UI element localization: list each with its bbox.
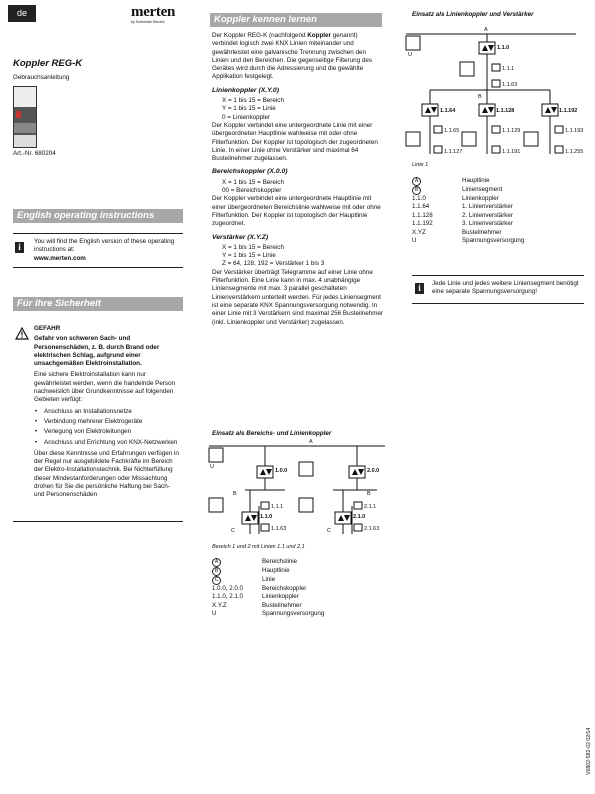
label-u: U bbox=[408, 52, 412, 58]
node-label: 1.1.63 bbox=[502, 82, 518, 88]
language-tag: de bbox=[8, 5, 36, 22]
english-note-text: You will find the English version of these operating instructions at: bbox=[34, 238, 175, 254]
segment-note bbox=[412, 275, 584, 304]
bereich-line: 00 = Bereichskoppler bbox=[222, 187, 282, 195]
safety-text bbox=[34, 325, 182, 503]
node-label: 1.1.65 bbox=[444, 128, 460, 134]
linien-line: Y = 1 bis 15 = Linie bbox=[222, 105, 276, 113]
coupler-label: 1.1.0 bbox=[497, 45, 510, 51]
brand-logo bbox=[131, 5, 191, 25]
safety-outro: Über diese Kenntnisse und Erfahrungen verfügen in der Regel nur ausgebildete Fachkräfte im Bereich der Elektro-Installationstechnik. Bei Nichterfüllung dieser Mindestanforderungen oder Missachtung drohen für Sie die persönliche Haftung bei Sach- und Personenschäden bbox=[34, 449, 179, 499]
node-label: 1.1.63 bbox=[271, 526, 287, 532]
legend-row: 1.0.0, 2.0.0 Bereichskoppler bbox=[212, 585, 307, 592]
safety-bullet: • Anschluss und Errichtung von KNX-Netzwerken bbox=[34, 439, 182, 447]
warning-icon bbox=[15, 327, 29, 340]
legend-row: 1.1.0, 2.1.0 Linienkoppler bbox=[212, 593, 299, 601]
segment-note-text: Jede Linie und jedes weitere Liniensegment benötigt eine separate Spannungsversorgung! bbox=[432, 280, 579, 296]
safety-bullet: • Verbindung mehrerer Elektrogeräte bbox=[34, 418, 182, 426]
legend-row: 1.1.128 2. Linienverstärker bbox=[412, 211, 513, 219]
node-label: 2.1.63 bbox=[364, 526, 380, 532]
english-note bbox=[13, 233, 183, 268]
product-subtitle: Gebrauchsanleitung bbox=[13, 74, 70, 81]
legend-row: B Liniensegment bbox=[412, 186, 584, 195]
diagram1-legend bbox=[212, 558, 384, 619]
node-label: 1.1.191 bbox=[502, 149, 521, 155]
coupler-label: 2.0.0 bbox=[367, 468, 380, 474]
label-a: A bbox=[309, 439, 313, 445]
node-label: 1.1.1 bbox=[271, 504, 284, 510]
node-label: 2.1.1 bbox=[364, 504, 377, 510]
label-u: U bbox=[210, 464, 214, 470]
bereich-title: Bereichskoppler (X.0.0) bbox=[212, 168, 288, 176]
node-label: 1.1.255 bbox=[565, 149, 584, 155]
node-label: 1.1.193 bbox=[565, 128, 584, 134]
legend-row: C Linie bbox=[212, 576, 384, 585]
safety-header: Für Ihre Sicherheit bbox=[13, 297, 183, 311]
device-image bbox=[13, 86, 37, 148]
label-c: C bbox=[231, 528, 235, 534]
koppler-intro: Der Koppler REG-K (nachfolgend Koppler genannt) verbindet logisch zwei KNX Linien miteinander und gewährleistet eine galvanische Trennung zwischen den Linien und den Bereichen. Die gegenseitige Filterung des Gerätes wird durch die Adressierung und die gewählte Applikation festgelegt. bbox=[212, 32, 372, 81]
brand-name: merten bbox=[131, 4, 176, 20]
koppler-header: Koppler kennen lernen bbox=[210, 13, 382, 27]
linien-title: Linienkoppler (X.Y.0) bbox=[212, 86, 279, 94]
legend-row: A Hauptlinie bbox=[412, 177, 584, 186]
amplifier-label: 1.1.128 bbox=[496, 108, 515, 114]
verstaerker-title: Verstärker (X.Y.Z) bbox=[212, 233, 269, 241]
bereich-text: Der Koppler verbindet eine untergeordnete Hauptlinie mit einer übergeordneten Bereichslinie wahlweise mit oder ohne Filterfunktion. Der Koppler ist topologisch der Hauptlinie zugeordnet. bbox=[212, 195, 381, 228]
document-code: V6802-582-02 02/14 bbox=[586, 727, 592, 775]
safety-bullet: • Anschluss an Installationsnetze bbox=[34, 408, 182, 416]
diagram2-legend bbox=[412, 177, 584, 245]
coupler-label: 1.1.0 bbox=[260, 514, 273, 520]
divider bbox=[13, 521, 183, 522]
node-label: 1.1.129 bbox=[502, 128, 521, 134]
koppler-text bbox=[212, 32, 384, 330]
safety-bullet: • Verlegung von Elektroleitungen bbox=[34, 428, 182, 436]
node-label: 1.1.1 bbox=[502, 66, 515, 72]
node-label: 1.1.127 bbox=[444, 149, 463, 155]
linien-line: 0 = Linienkoppler bbox=[222, 113, 271, 121]
diagram1-caption: Bereich 1 und 2 mit Linien 1.1 und 2.1 bbox=[212, 544, 305, 550]
amplifier-label: 1.1.192 bbox=[559, 108, 578, 114]
legend-row: X.YZ Busteilnehmer bbox=[412, 228, 502, 236]
legend-row: B Hauptlinie bbox=[212, 567, 384, 576]
bereich-line: X = 1 bis 15 = Bereich bbox=[222, 178, 284, 186]
label-a: A bbox=[484, 27, 488, 33]
legend-row: 1.1.192 3. Linienverstärker bbox=[412, 220, 513, 228]
legend-row: 1.1.0 Linienkoppler bbox=[412, 195, 499, 202]
verstaerker-line: Z = 64, 128, 192 = Verstärker 1 bis 3 bbox=[222, 260, 325, 268]
legend-row: U Spannungsversorgung bbox=[212, 610, 325, 618]
verstaerker-text: Der Verstärker überträgt Telegramme auf einer Linie ohne Filterfunktion. Eine Linie kann in max. 4 unabhängige Liniensegmente mit max. 3 parallel geschalteten Linienverstärkern unterteilt werden. Für jedes Liniensegment ist eine separate KNX Spannungsversorgung notwendig. In einer Linie mit 3 Verstärkern sind maximal 256 Busteilnehmer (inkl. Linienkoppler und Verstärker) zugelassen. bbox=[212, 268, 384, 326]
english-url[interactable]: www.merten.com bbox=[34, 254, 86, 262]
label-b: B bbox=[478, 94, 482, 100]
amplifier-label: 1.1.64 bbox=[440, 108, 456, 114]
danger-text: Gefahr von schweren Sach- und Personenschäden, z. B. durch Brand oder elektrischen Schlag, aufgrund einer unsachgemäßen Elektroinstallation. bbox=[34, 335, 160, 368]
info-icon: i bbox=[415, 283, 424, 294]
label-c: C bbox=[327, 528, 331, 534]
legend-row: U Spannungsversorgung bbox=[412, 237, 525, 245]
label-b: B bbox=[367, 491, 371, 497]
legend-row: 1.1.64 1. Linienverstärker bbox=[412, 203, 513, 211]
diagram1-title: Einsatz als Bereichs- und Linienkoppler bbox=[212, 430, 332, 437]
diagram1 bbox=[205, 438, 390, 548]
coupler-label: 1.0.0 bbox=[275, 468, 288, 474]
english-header: English operating instructions bbox=[13, 209, 183, 223]
linien-line: X = 1 bis 15 = Bereich bbox=[222, 97, 284, 105]
label-b: B bbox=[233, 491, 237, 497]
verstaerker-line: X = 1 bis 15 = Bereich bbox=[222, 243, 284, 251]
diagram2-title: Einsatz als Linienkoppler und Verstärker bbox=[412, 11, 534, 18]
diagram2 bbox=[400, 22, 585, 167]
verstaerker-line: Y = 1 bis 15 = Linie bbox=[222, 252, 276, 260]
danger-title: GEFAHR bbox=[34, 325, 61, 332]
article-number: Art.-Nr. 680204 bbox=[13, 150, 56, 157]
info-icon: i bbox=[15, 242, 24, 253]
brand-sub: by Schneider Electric bbox=[131, 20, 165, 24]
legend-row: X.Y.Z Busteilnehmer bbox=[212, 601, 302, 609]
diagram2-caption: Linie 1 bbox=[412, 162, 429, 168]
legend-row: A Bereichslinie bbox=[212, 558, 384, 567]
product-title: Koppler REG-K bbox=[13, 58, 83, 69]
safety-intro: Eine sichere Elektroinstallation kann nur gewährleistet werden, wenn die handelnde Person nachweislich über Grundkenntnisse auf folgenden Gebieten verfügt: bbox=[34, 371, 176, 404]
coupler-label: 2.1.0 bbox=[353, 514, 366, 520]
linien-text: Der Koppler verbindet eine untergeordnete Linie mit einer übergeordneten Hauptlinie wahlweise mit oder ohne Filterfunktion. Der Koppler ist topologisch der zugeordneten Linie. In einer Linie ohne Verstärker sind maximal 64 Busteilnehmer zugelassen. bbox=[212, 121, 378, 163]
